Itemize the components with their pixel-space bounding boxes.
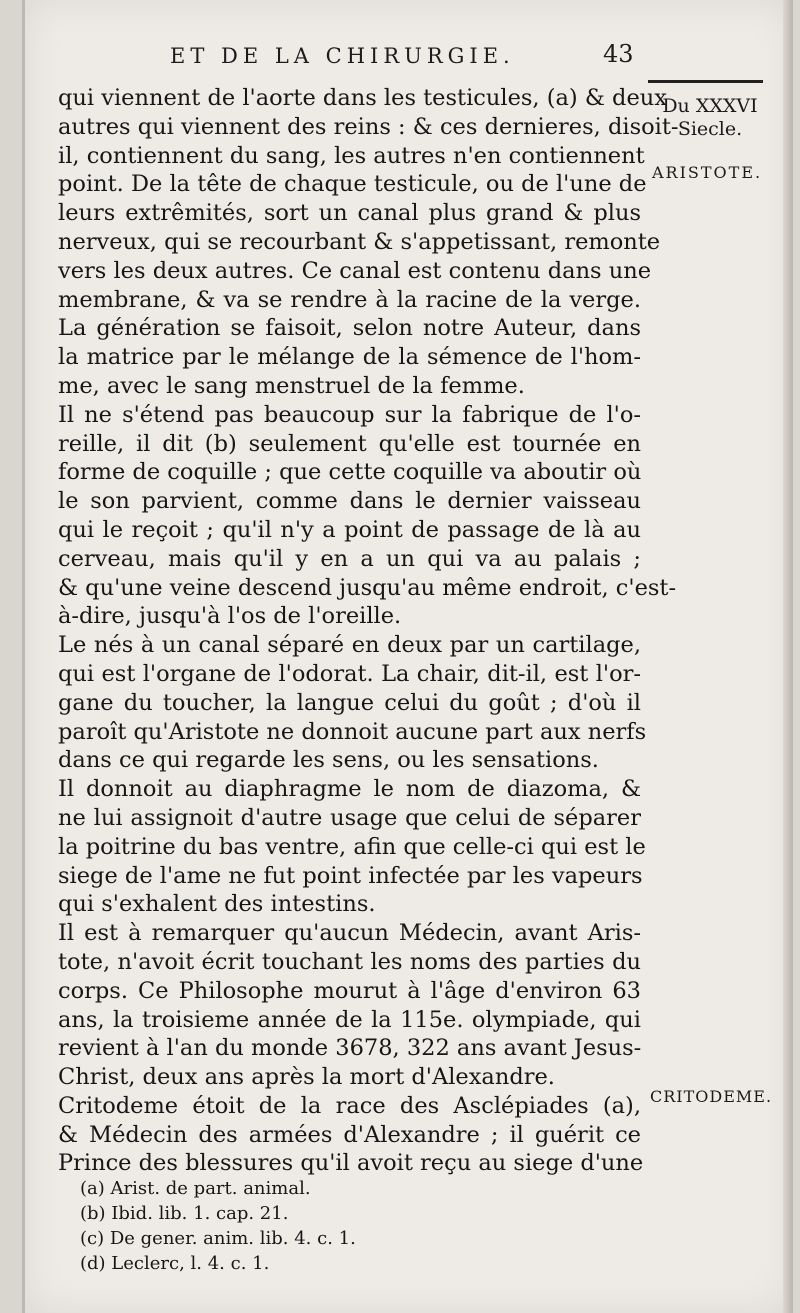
- text-line: me, avec le sang menstruel de la femme.: [58, 372, 525, 399]
- page-number: 43: [603, 40, 634, 68]
- text-line: point. De la tête de chaque testicule, ou de l'une de: [58, 171, 647, 198]
- footnote: (a) Arist. de part. animal.: [80, 1178, 311, 1199]
- text-line: Critodeme étoit de la race des Asclépiades (a),: [58, 1092, 641, 1119]
- text-line: qui le reçoit ; qu'il n'y a point de passage de là au: [58, 516, 641, 543]
- text-line: dans ce qui regarde les sens, ou les sensations.: [58, 747, 599, 774]
- text-line: ans, la troisieme année de la 115e. olympiade, qui: [58, 1006, 641, 1033]
- text-line: leurs extrêmités, sort un canal plus grand & plus: [58, 200, 641, 227]
- text-line: nerveux, qui se recourbant & s'appetissant, remonte: [58, 228, 661, 255]
- text-line: à-dire, jusqu'à l'os de l'oreille.: [58, 603, 402, 630]
- text-line: Il donnoit au diaphragme le nom de diazoma, &: [58, 776, 641, 803]
- text-line: Christ, deux ans après la mort d'Alexandre.: [58, 1064, 555, 1091]
- text-line: ne lui assignoit d'autre usage que celui de séparer: [58, 804, 641, 831]
- text-line: gane du toucher, la langue celui du goût ; d'où il: [58, 689, 641, 716]
- text-line: reille, il dit (b) seulement qu'elle est tournée en: [58, 430, 641, 457]
- margin-note-critodeme: CRITODEME.: [650, 1087, 773, 1106]
- margin-rule: [648, 80, 763, 83]
- body-text: [58, 84, 679, 1178]
- text-line: qui est l'organe de l'odorat. La chair, dit-il, est l'or-: [58, 660, 641, 687]
- text-line: qui s'exhalent des intestins.: [58, 891, 376, 918]
- text-line: revient à l'an du monde 3678, 322 ans avant Jesus-: [58, 1035, 642, 1062]
- running-title: ET DE LA CHIRURGIE.: [170, 44, 515, 68]
- text-line: cerveau, mais qu'il y en a un qui va au palais ;: [58, 545, 641, 572]
- text-line: le son parvient, comme dans le dernier vaisseau: [58, 488, 641, 515]
- text-line: & qu'une veine descend jusqu'au même endroit, c'est-: [58, 574, 677, 601]
- text-line: tote, n'avoit écrit touchant les noms des parties du: [58, 948, 641, 975]
- text-line: & Médecin des armées d'Alexandre ; il guérit ce: [58, 1121, 641, 1148]
- text-line: corps. Ce Philosophe mourut à l'âge d'environ 63: [58, 977, 641, 1004]
- margin-note-aristote: ARISTOTE.: [652, 163, 763, 182]
- text-line: autres qui viennent des reins : & ces dernieres, disoit-: [58, 113, 679, 140]
- page-edge: [783, 0, 793, 1313]
- text-line: il, contiennent du sang, les autres n'en contiennent: [58, 142, 645, 169]
- text-line: siege de l'ame ne fut point infectée par les vapeurs: [58, 862, 643, 889]
- text-line: paroît qu'Aristote ne donnoit aucune part aux nerfs: [58, 718, 647, 745]
- footnote: (c) De gener. anim. lib. 4. c. 1.: [80, 1228, 356, 1249]
- text-line: Le nés à un canal séparé en deux par un cartilage,: [58, 632, 641, 659]
- text-line: qui viennent de l'aorte dans les testicules, (a) & deux: [58, 85, 667, 111]
- footnote: (d) Leclerc, l. 4. c. 1.: [80, 1253, 270, 1274]
- margin-note-century-label: Siecle.: [677, 118, 743, 140]
- footnote: (b) Ibid. lib. 1. cap. 21.: [80, 1203, 289, 1224]
- footnotes: [80, 1176, 620, 1276]
- text-line: La génération se faisoit, selon notre Auteur, dans: [58, 315, 641, 342]
- text-line: Il est à remarquer qu'aucun Médecin, avant Aris-: [58, 920, 641, 947]
- text-line: forme de coquille ; que cette coquille va aboutir où: [58, 459, 642, 486]
- text-line: vers les deux autres. Ce canal est contenu dans une: [58, 257, 652, 284]
- text-line: Prince des blessures qu'il avoit reçu au siege d'une: [58, 1150, 644, 1177]
- margin-note-century: Du XXXVI: [662, 95, 758, 117]
- text-line: membrane, & va se rendre à la racine de la verge.: [58, 286, 641, 313]
- text-line: la poitrine du bas ventre, afin que celle-ci qui est le: [58, 833, 646, 860]
- text-line: Il ne s'étend pas beaucoup sur la fabrique de l'o-: [58, 401, 641, 428]
- text-line: la matrice par le mélange de la sémence de l'hom-: [58, 344, 641, 371]
